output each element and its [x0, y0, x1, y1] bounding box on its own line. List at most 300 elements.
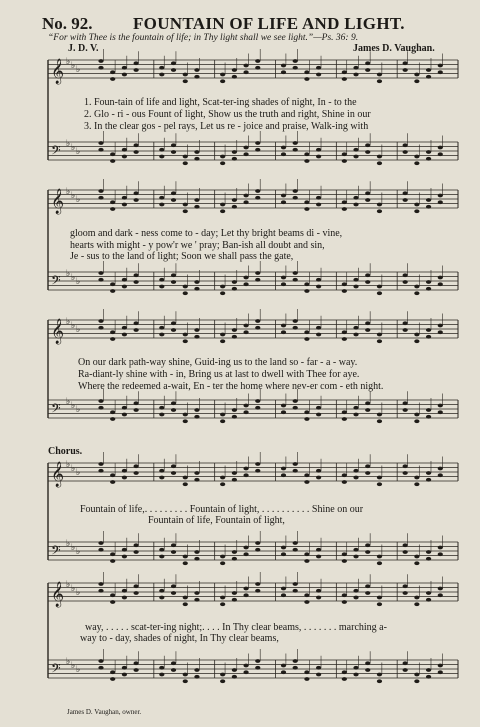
note-head — [403, 471, 408, 475]
note-head — [438, 670, 443, 674]
note-head — [365, 61, 370, 65]
note-head — [377, 161, 382, 165]
flat-icon: ♭ — [66, 397, 71, 407]
note-head — [243, 70, 248, 74]
note-head — [377, 419, 382, 423]
flat-icon: ♭ — [71, 464, 76, 474]
note-head — [220, 291, 225, 295]
note-head — [243, 152, 248, 156]
note-head — [220, 476, 225, 480]
note-head — [220, 333, 225, 337]
note-head — [183, 482, 188, 486]
note-head — [353, 148, 358, 152]
note-head — [414, 209, 419, 213]
note-head — [281, 324, 286, 328]
note-head — [365, 408, 370, 412]
note-head — [194, 408, 199, 412]
note-head — [183, 339, 188, 343]
note-head — [304, 593, 309, 597]
note-head — [122, 73, 127, 77]
note-head — [232, 75, 237, 79]
note-head — [365, 143, 370, 147]
note-head — [281, 282, 286, 286]
note-head — [171, 150, 176, 154]
note-head — [194, 478, 199, 482]
note-head — [353, 666, 358, 670]
note-head — [134, 198, 139, 202]
note-head — [365, 150, 370, 154]
note-head — [403, 584, 408, 588]
note-head — [159, 476, 164, 480]
note-head — [220, 73, 225, 77]
note-head — [438, 70, 443, 74]
note-head — [304, 289, 309, 293]
note-head — [220, 602, 225, 606]
note-head — [194, 157, 199, 161]
note-head — [304, 77, 309, 81]
treble-clef-icon: 𝄞 — [51, 462, 65, 487]
note-head — [365, 668, 370, 672]
note-head — [194, 471, 199, 475]
note-head — [134, 543, 139, 547]
note-head — [365, 280, 370, 284]
note-head — [403, 191, 408, 195]
note-head — [353, 469, 358, 473]
note-head — [426, 471, 431, 475]
note-head — [316, 406, 321, 410]
note-head — [438, 200, 443, 204]
note-head — [316, 285, 321, 289]
note-head — [98, 659, 103, 663]
note-head — [110, 559, 115, 563]
note-head — [304, 330, 309, 334]
note-head — [353, 406, 358, 410]
note-head — [98, 66, 103, 70]
note-head — [426, 591, 431, 595]
note-head — [342, 559, 347, 563]
flat-icon: ♭ — [76, 325, 81, 335]
note-head — [122, 406, 127, 410]
treble-clef-icon: 𝄞 — [51, 189, 65, 214]
note-head — [98, 59, 103, 63]
note-head — [194, 591, 199, 595]
note-head — [438, 330, 443, 334]
note-head — [255, 141, 260, 145]
note-head — [403, 280, 408, 284]
flat-icon: ♭ — [71, 191, 76, 201]
flat-icon: ♭ — [71, 143, 76, 153]
note-head — [281, 473, 286, 477]
note-head — [426, 328, 431, 332]
note-head — [194, 557, 199, 561]
note-head — [194, 150, 199, 154]
note-head — [243, 587, 248, 591]
note-head — [403, 464, 408, 468]
note-head — [304, 473, 309, 477]
note-head — [171, 143, 176, 147]
note-head — [98, 319, 103, 323]
note-head — [255, 469, 260, 473]
note-head — [110, 552, 115, 556]
note-head — [243, 276, 248, 280]
note-head — [220, 203, 225, 207]
note-head — [342, 670, 347, 674]
note-head — [281, 194, 286, 198]
note-head — [220, 339, 225, 343]
note-head — [171, 68, 176, 72]
note-head — [232, 675, 237, 679]
note-head — [365, 321, 370, 325]
note-head — [377, 285, 382, 289]
note-head — [438, 473, 443, 477]
note-head — [316, 413, 321, 417]
chorus-lyric-upper-2: way, . . . . . scat-ter-ing night;. . . . In Thy clear beams, . . . . . . . marching a- — [85, 622, 387, 633]
note-head — [183, 203, 188, 207]
note-head — [281, 146, 286, 150]
note-head — [122, 155, 127, 159]
note-head — [316, 555, 321, 559]
note-head — [122, 333, 127, 337]
note-head — [281, 276, 286, 280]
note-head — [414, 419, 419, 423]
note-head — [377, 476, 382, 480]
note-head — [438, 593, 443, 597]
note-head — [232, 668, 237, 672]
note-head — [342, 282, 347, 286]
treble-clef-icon: 𝄞 — [51, 582, 65, 607]
note-head — [365, 401, 370, 405]
note-head — [414, 73, 419, 77]
note-head — [194, 287, 199, 291]
note-head — [159, 406, 164, 410]
note-head — [232, 328, 237, 332]
note-head — [316, 589, 321, 593]
note-head — [426, 205, 431, 209]
note-head — [98, 406, 103, 410]
note-head — [171, 328, 176, 332]
note-head — [377, 596, 382, 600]
note-head — [293, 399, 298, 403]
note-head — [243, 324, 248, 328]
flat-icon: ♭ — [76, 405, 81, 415]
composer-credit: James D. Vaughan. — [353, 43, 435, 54]
note-head — [220, 561, 225, 565]
note-head — [194, 198, 199, 202]
scripture-epigraph: “For with Thee is the fountain of life; in Thy light shall we see light.”—Ps. 36: 9. — [48, 33, 359, 43]
note-head — [122, 555, 127, 559]
note-head — [426, 335, 431, 339]
note-head — [122, 476, 127, 480]
note-head — [183, 79, 188, 83]
note-head — [255, 66, 260, 70]
note-head — [316, 326, 321, 330]
note-head — [255, 659, 260, 663]
note-head — [403, 68, 408, 72]
note-head — [403, 61, 408, 65]
note-head — [232, 550, 237, 554]
note-head — [220, 679, 225, 683]
note-head — [342, 77, 347, 81]
note-head — [122, 673, 127, 677]
note-head — [220, 155, 225, 159]
note-head — [304, 159, 309, 163]
note-head — [438, 194, 443, 198]
note-head — [438, 276, 443, 280]
note-head — [171, 280, 176, 284]
note-head — [281, 200, 286, 204]
note-head — [159, 278, 164, 282]
note-head — [304, 480, 309, 484]
note-head — [438, 664, 443, 668]
note-head — [403, 661, 408, 665]
note-head — [426, 287, 431, 291]
note-head — [353, 66, 358, 70]
note-head — [316, 333, 321, 337]
note-head — [194, 598, 199, 602]
note-head — [414, 555, 419, 559]
note-head — [377, 482, 382, 486]
flat-icon: ♭ — [66, 539, 71, 549]
note-head — [134, 668, 139, 672]
flat-icon: ♭ — [66, 657, 71, 667]
note-head — [426, 415, 431, 419]
note-head — [232, 598, 237, 602]
lyric-verse3-line1: 3. In the clear gos - pel rays, Let us re - joice and praise, Walk-ing with — [84, 121, 369, 132]
note-head — [281, 64, 286, 68]
note-head — [403, 401, 408, 405]
note-head — [134, 273, 139, 277]
note-head — [183, 596, 188, 600]
note-head — [365, 471, 370, 475]
note-head — [353, 589, 358, 593]
note-head — [281, 664, 286, 668]
note-head — [403, 668, 408, 672]
note-head — [342, 473, 347, 477]
note-head — [316, 666, 321, 670]
note-head — [377, 413, 382, 417]
note-head — [365, 550, 370, 554]
note-head — [342, 480, 347, 484]
note-head — [281, 404, 286, 408]
note-head — [293, 469, 298, 473]
note-head — [293, 141, 298, 145]
note-head — [122, 278, 127, 282]
note-head — [171, 668, 176, 672]
note-head — [110, 337, 115, 341]
note-head — [171, 471, 176, 475]
note-head — [426, 668, 431, 672]
note-head — [243, 593, 248, 597]
note-head — [194, 328, 199, 332]
note-head — [98, 148, 103, 152]
chorus-lyric-lower-1: Fountain of life, Fountain of light, — [148, 515, 285, 526]
note-head — [122, 589, 127, 593]
note-head — [110, 282, 115, 286]
note-head — [110, 600, 115, 604]
flat-icon: ♭ — [71, 543, 76, 553]
note-head — [134, 471, 139, 475]
note-head — [377, 155, 382, 159]
note-head — [255, 189, 260, 193]
note-head — [243, 64, 248, 68]
note-head — [110, 330, 115, 334]
note-head — [110, 77, 115, 81]
note-head — [122, 469, 127, 473]
note-head — [414, 203, 419, 207]
note-head — [110, 200, 115, 204]
note-head — [98, 196, 103, 200]
note-head — [281, 546, 286, 550]
note-head — [243, 404, 248, 408]
note-head — [159, 326, 164, 330]
note-head — [353, 413, 358, 417]
note-head — [243, 664, 248, 668]
note-head — [255, 326, 260, 330]
chorus-lyric-upper-1: Fountain of life,. . . . . . . . . Fountain of light, . . . . . . . . . . Shine on our — [80, 504, 364, 515]
note-head — [281, 593, 286, 597]
note-head — [98, 548, 103, 552]
note-head — [414, 79, 419, 83]
lyric-verse1-line3: On our dark path-way shine, Guid-ing us to the land so - far - a - way. — [78, 357, 358, 368]
note-head — [316, 278, 321, 282]
note-head — [438, 404, 443, 408]
note-head — [122, 548, 127, 552]
note-head — [377, 339, 382, 343]
note-head — [220, 413, 225, 417]
note-head — [293, 548, 298, 552]
flat-icon: ♭ — [76, 547, 81, 557]
note-head — [438, 467, 443, 471]
note-head — [353, 203, 358, 207]
note-head — [255, 278, 260, 282]
note-head — [353, 278, 358, 282]
note-head — [403, 328, 408, 332]
note-head — [342, 417, 347, 421]
note-head — [293, 59, 298, 63]
note-head — [232, 205, 237, 209]
note-head — [316, 469, 321, 473]
note-head — [232, 150, 237, 154]
flat-icon: ♭ — [76, 468, 81, 478]
note-head — [353, 596, 358, 600]
note-head — [171, 191, 176, 195]
note-head — [255, 271, 260, 275]
flat-icon: ♭ — [71, 401, 76, 411]
note-head — [426, 150, 431, 154]
note-head — [243, 473, 248, 477]
hymn-title: FOUNTAIN OF LIFE AND LIGHT. — [133, 14, 405, 33]
note-head — [159, 203, 164, 207]
note-head — [232, 335, 237, 339]
note-head — [98, 189, 103, 193]
note-head — [304, 70, 309, 74]
note-head — [220, 79, 225, 83]
note-head — [243, 282, 248, 286]
note-head — [414, 291, 419, 295]
note-head — [353, 326, 358, 330]
note-head — [426, 198, 431, 202]
note-head — [183, 555, 188, 559]
note-head — [293, 659, 298, 663]
note-head — [122, 285, 127, 289]
note-head — [316, 548, 321, 552]
lyric-verse3-line3: Where the redeemed a-wait, En - ter the home where nev-er com - eth night. — [78, 381, 384, 392]
note-head — [183, 602, 188, 606]
note-head — [98, 541, 103, 545]
note-head — [183, 161, 188, 165]
note-head — [171, 401, 176, 405]
note-head — [243, 552, 248, 556]
note-head — [377, 73, 382, 77]
note-head — [134, 464, 139, 468]
note-head — [316, 148, 321, 152]
flat-icon: ♭ — [76, 195, 81, 205]
note-head — [171, 584, 176, 588]
flat-icon: ♭ — [66, 139, 71, 149]
note-head — [316, 203, 321, 207]
note-head — [232, 280, 237, 284]
note-head — [304, 552, 309, 556]
note-head — [110, 152, 115, 156]
note-head — [304, 600, 309, 604]
note-head — [342, 159, 347, 163]
note-head — [255, 148, 260, 152]
note-head — [243, 467, 248, 471]
flat-icon: ♭ — [76, 665, 81, 675]
flat-icon: ♭ — [71, 321, 76, 331]
note-head — [353, 285, 358, 289]
note-head — [243, 410, 248, 414]
note-head — [293, 462, 298, 466]
note-head — [293, 271, 298, 275]
note-head — [365, 661, 370, 665]
note-head — [293, 278, 298, 282]
note-head — [316, 155, 321, 159]
note-head — [110, 677, 115, 681]
note-head — [353, 196, 358, 200]
note-head — [293, 148, 298, 152]
note-head — [365, 273, 370, 277]
note-head — [171, 661, 176, 665]
note-head — [171, 591, 176, 595]
note-head — [426, 598, 431, 602]
flat-icon: ♭ — [76, 147, 81, 157]
note-head — [438, 546, 443, 550]
note-head — [414, 285, 419, 289]
bass-clef-icon: 𝄢 — [51, 401, 61, 419]
note-head — [342, 410, 347, 414]
note-head — [220, 673, 225, 677]
note-head — [110, 417, 115, 421]
note-head — [414, 339, 419, 343]
note-head — [281, 152, 286, 156]
note-head — [304, 417, 309, 421]
note-head — [134, 143, 139, 147]
note-head — [426, 557, 431, 561]
note-head — [342, 677, 347, 681]
note-head — [316, 66, 321, 70]
treble-clef-icon: 𝄞 — [51, 319, 65, 344]
note-head — [134, 321, 139, 325]
treble-clef-icon: 𝄞 — [51, 59, 65, 84]
note-head — [171, 550, 176, 554]
note-head — [342, 152, 347, 156]
note-head — [414, 155, 419, 159]
note-head — [316, 196, 321, 200]
note-head — [255, 548, 260, 552]
note-head — [243, 146, 248, 150]
bass-clef-icon: 𝄢 — [51, 143, 61, 161]
